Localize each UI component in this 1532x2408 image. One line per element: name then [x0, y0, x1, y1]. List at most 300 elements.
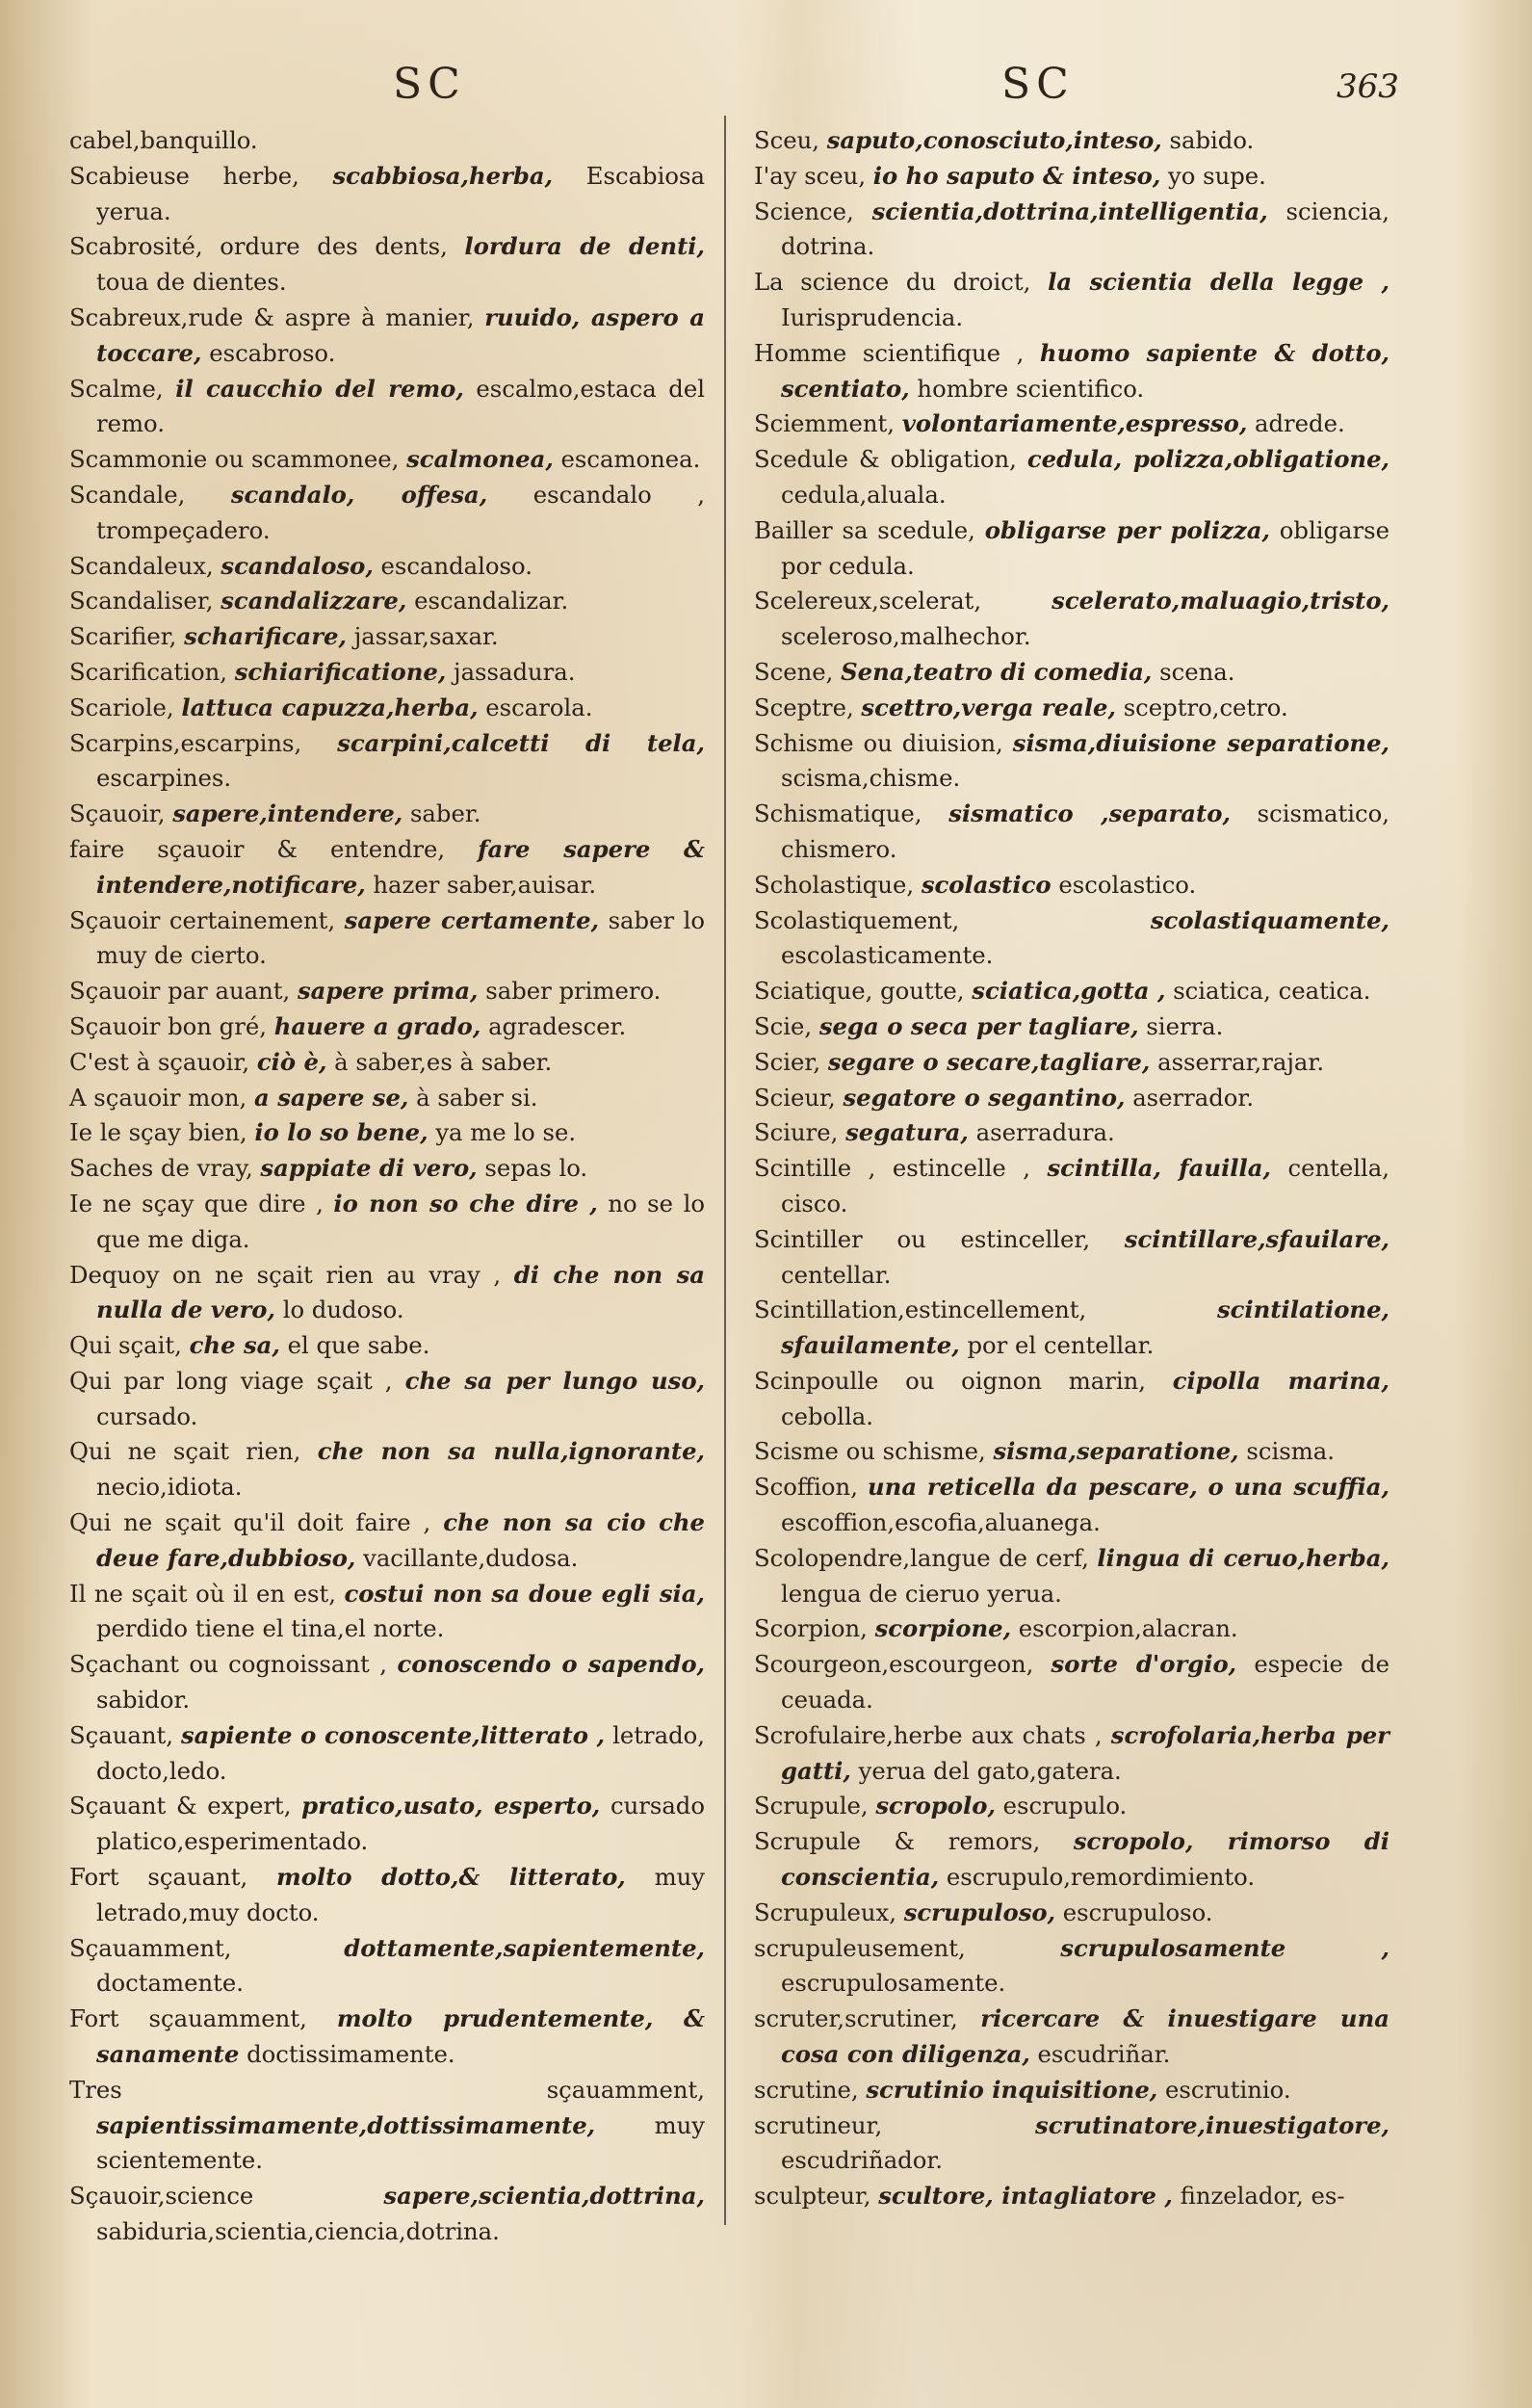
dictionary-entry	[754, 123, 1389, 159]
french-term: Scandaliser,	[69, 587, 214, 615]
spanish-term: sabido.	[1169, 126, 1255, 154]
italian-term: ricercare & inuestigare una cosa con diligenza,	[781, 2004, 1389, 2069]
dictionary-entry	[69, 1364, 705, 1435]
dictionary-entry	[69, 301, 705, 372]
spanish-term: hazer saber,auisar.	[373, 870, 597, 899]
spanish-term: saber primero.	[485, 977, 662, 1006]
spanish-term: escrupuloso.	[1062, 1898, 1213, 1926]
spanish-term: escabroso.	[209, 338, 336, 367]
italian-term: scrupulosamente ,	[1060, 1933, 1389, 1962]
spanish-term: lo dudoso.	[282, 1296, 404, 1324]
spanish-term: doctamente.	[96, 1969, 244, 1998]
french-term: Scene,	[754, 657, 834, 686]
italian-term: segatura,	[845, 1118, 969, 1147]
spanish-term: yerua del gato,gatera.	[858, 1756, 1122, 1785]
italian-term: scrofolaria,herba per gatti,	[781, 1720, 1389, 1785]
french-term: Sciatique, goutte,	[754, 977, 965, 1006]
spanish-term: aserrador.	[1132, 1083, 1255, 1112]
spanish-term: centellar.	[781, 1260, 892, 1289]
spanish-term: lengua de cieruo yerua.	[781, 1579, 1062, 1608]
spanish-term: scismatico, chismero.	[781, 799, 1389, 863]
spanish-term: aserradura.	[975, 1118, 1115, 1147]
italian-term: cipolla marina,	[1172, 1366, 1389, 1395]
italian-term: scrupuloso,	[903, 1898, 1056, 1926]
french-term: Scandale,	[69, 480, 186, 509]
spanish-term: scisma,chisme.	[781, 764, 961, 793]
italian-term: fare sapere & intendere,notificare,	[96, 834, 705, 899]
spanish-term: sabiduria,scientia,ciencia,dotrina.	[96, 2217, 500, 2246]
dictionary-entry	[754, 1434, 1389, 1470]
french-term: Sciemment,	[754, 409, 895, 438]
dictionary-entry	[69, 1647, 705, 1718]
dictionary-entry	[754, 159, 1389, 195]
spanish-term: vacillante,dudosa.	[363, 1543, 579, 1572]
dictionary-entry	[754, 442, 1389, 513]
column-rule	[724, 116, 726, 2225]
italian-term: scolastiquamente,	[1150, 905, 1389, 934]
french-term: Sceptre,	[754, 693, 854, 721]
spanish-term: obligarse por cedula.	[781, 515, 1389, 580]
spanish-term: escamonea.	[560, 445, 701, 474]
spanish-term: sciatica, ceatica.	[1173, 977, 1371, 1006]
dictionary-entry	[69, 1115, 705, 1151]
spanish-term: escrupulo,remordimiento.	[946, 1863, 1256, 1892]
italian-term: lordura de denti,	[464, 232, 705, 261]
french-term: Scelereux,scelerat,	[754, 587, 982, 615]
italian-term: scandalizzare,	[221, 587, 407, 615]
spanish-term: cebolla.	[781, 1401, 873, 1430]
italian-term: saputo,conosciuto,inteso,	[826, 126, 1162, 154]
spanish-term: escrutinio.	[1164, 2075, 1291, 2104]
spanish-term: muy scientemente.	[96, 2110, 705, 2175]
italian-term: la scientia della legge ,	[1048, 268, 1389, 297]
italian-term: scalmonea,	[406, 445, 554, 474]
dictionary-entry	[754, 584, 1389, 655]
french-term: Scarpins,escarpins,	[69, 728, 302, 757]
dictionary-entry	[69, 1931, 705, 2002]
spanish-term: escorpion,alacran.	[1018, 1614, 1238, 1643]
dictionary-entry	[69, 2179, 705, 2250]
left-column	[69, 123, 705, 2250]
french-term: Scammonie ou scammonee,	[69, 445, 400, 474]
dictionary-entry	[754, 1364, 1389, 1435]
spanish-term: toua de dientes.	[96, 268, 287, 297]
dictionary-entry	[69, 691, 705, 726]
spanish-term: saber.	[409, 799, 481, 828]
dictionary-entry	[754, 1824, 1389, 1896]
french-term: Scholastique,	[754, 870, 915, 899]
spanish-term: escudriñar.	[1037, 2040, 1171, 2069]
dictionary-entry	[754, 336, 1389, 407]
french-term: Sçauoir certainement,	[69, 905, 336, 934]
spanish-term: escrupulo.	[1002, 1792, 1128, 1820]
french-term: Sçauoir par auant,	[69, 977, 291, 1006]
french-term: Scintille , estincelle ,	[754, 1154, 1030, 1183]
french-term: A sçauoir mon,	[69, 1083, 247, 1112]
italian-term: scientia,dottrina,intelligentia,	[871, 196, 1268, 225]
italian-term: costui non sa doue egli sia,	[344, 1579, 705, 1608]
dictionary-entry	[69, 372, 705, 443]
italian-term: sisma,separatione,	[993, 1437, 1239, 1466]
italian-term: volontariamente,espresso,	[901, 409, 1248, 438]
spanish-term: Escabiosa yerua.	[96, 161, 705, 225]
french-term: La science du droict,	[754, 268, 1031, 297]
dictionary-entry	[69, 1151, 705, 1187]
french-term: Scourgeon,escourgeon,	[754, 1650, 1034, 1679]
italian-term: scrutinatore,inuestigatore,	[1035, 2110, 1389, 2139]
spanish-term: escoffion,escofia,aluanega.	[781, 1508, 1101, 1537]
italian-term: scarpini,calcetti di tela,	[337, 728, 705, 757]
french-term: Scrupule & remors,	[754, 1827, 1041, 1856]
french-term: Homme scientifique ,	[754, 338, 1025, 367]
italian-term: sega o seca per tagliare,	[818, 1011, 1139, 1040]
italian-term: scintilla, fauilla,	[1047, 1154, 1271, 1183]
french-term: Dequoy on ne sçait rien au vray ,	[69, 1260, 502, 1289]
spanish-term: finzelador, es-	[1180, 2182, 1345, 2211]
french-term: Science,	[754, 196, 854, 225]
spanish-term: escarola.	[485, 693, 593, 721]
italian-term: pratico,usato, esperto,	[301, 1792, 601, 1820]
dictionary-entry	[69, 442, 705, 478]
french-term: Scolastiquement,	[754, 905, 960, 934]
dictionary-entry	[754, 2002, 1389, 2073]
italian-term: segatore o segantino,	[843, 1083, 1126, 1112]
french-term: C'est à sçauoir,	[69, 1047, 250, 1076]
spanish-term: escandalo , trompeçadero.	[96, 480, 705, 544]
italian-term: scharificare,	[184, 622, 347, 651]
spanish-term: scena.	[1159, 657, 1235, 686]
french-term: Saches de vray,	[69, 1154, 253, 1183]
italian-term: sapere,scientia,dottrina,	[383, 2182, 705, 2211]
dictionary-entry	[754, 1115, 1389, 1151]
spanish-term: por el centellar.	[967, 1331, 1155, 1360]
dictionary-entry	[754, 797, 1389, 868]
french-term: Fort sçauant,	[69, 1863, 248, 1892]
spanish-term: especie de ceuada.	[781, 1650, 1389, 1714]
italian-term: sismatico ,separato,	[948, 799, 1231, 828]
french-term: Fort sçauamment,	[69, 2004, 307, 2033]
italian-term: lattuca capuzza,herba,	[181, 693, 479, 721]
spanish-term: scisma.	[1246, 1437, 1335, 1466]
spanish-term: sierra.	[1146, 1011, 1224, 1040]
spanish-term: muy letrado,muy docto.	[96, 1863, 705, 1926]
spanish-term: sceptro,cetro.	[1123, 693, 1288, 721]
dictionary-entry	[69, 1045, 705, 1081]
dictionary-entry	[69, 903, 705, 975]
italian-term: scrutinio inquisitione,	[866, 2075, 1158, 2104]
french-term: Scrupule,	[754, 1792, 869, 1820]
french-term: Scedule & obligation,	[754, 445, 1017, 474]
dictionary-entry	[754, 1470, 1389, 1541]
french-term: Scabrosité, ordure des dents,	[69, 232, 448, 261]
dictionary-entry	[754, 265, 1389, 336]
french-term: scrupuleusement,	[754, 1933, 966, 1962]
french-term: Scrupuleux,	[754, 1898, 896, 1926]
french-term: Scandaleux,	[69, 551, 214, 580]
french-term: Scariole,	[69, 693, 174, 721]
dictionary-entry	[754, 974, 1389, 1009]
italian-term: ruuido, aspero a toccare,	[96, 302, 705, 367]
dictionary-entry	[69, 159, 705, 230]
spanish-term: yo supe.	[1168, 161, 1266, 190]
italian-term: schiarificatione,	[234, 657, 447, 686]
italian-term: huomo sapiente & dotto, scentiato,	[781, 338, 1389, 403]
french-term: Qui ne sçait qu'il doit faire ,	[69, 1508, 431, 1537]
french-term: Qui ne sçait rien,	[69, 1437, 301, 1466]
dictionary-entry	[69, 974, 705, 1009]
french-term: Sçauoir,science	[69, 2182, 254, 2211]
spanish-term: centella, cisco.	[781, 1154, 1389, 1217]
french-term: Scieur,	[754, 1083, 836, 1112]
french-term: Sciure,	[754, 1118, 839, 1147]
italian-term: scabbiosa,herba,	[332, 161, 554, 190]
french-term: I'ay sceu,	[754, 161, 867, 190]
spanish-term: perdido tiene el tina,el norte.	[96, 1614, 445, 1643]
italian-term: scettro,verga reale,	[861, 693, 1116, 721]
dictionary-entry	[754, 1081, 1389, 1116]
dictionary-entry	[754, 1151, 1389, 1222]
dictionary-entry	[69, 726, 705, 798]
italian-term: che sa,	[189, 1331, 280, 1360]
french-term: Tres sçauamment,	[69, 2075, 705, 2104]
spanish-term: escudriñador.	[781, 2146, 944, 2175]
dictionary-entry	[69, 1434, 705, 1505]
dictionary-entry	[754, 655, 1389, 691]
french-term: Ie le sçay bien,	[69, 1118, 247, 1147]
dictionary-entry	[69, 1577, 705, 1648]
french-term: Scintillation,estincellement,	[754, 1296, 1087, 1324]
spanish-term: Iurisprudencia.	[781, 302, 964, 331]
french-term: Schisme ou diuision,	[754, 728, 1003, 757]
dictionary-entry	[754, 868, 1389, 903]
spanish-term: escrupulosamente.	[781, 1969, 1006, 1998]
italian-term: lingua di ceruo,herba,	[1097, 1543, 1389, 1572]
running-head-right: SC	[1001, 60, 1075, 109]
spanish-term: escolastico.	[1058, 870, 1197, 899]
italian-term: conoscendo o sapendo,	[397, 1650, 705, 1679]
italian-term: sciatica,gotta ,	[972, 977, 1166, 1006]
italian-term: scandalo, offesa,	[230, 480, 488, 509]
french-term: Scrofulaire,herbe aux chats ,	[754, 1720, 1103, 1749]
french-term: Ie ne sçay que dire ,	[69, 1189, 324, 1217]
italian-term: che non sa nulla,ignorante,	[317, 1437, 705, 1466]
dictionary-entry	[69, 1718, 705, 1790]
spanish-term: sabidor.	[96, 1686, 191, 1714]
dictionary-entry	[754, 691, 1389, 726]
spanish-term: jassar,saxar.	[353, 622, 499, 651]
italian-term: a sapere se,	[254, 1083, 409, 1112]
page-number: 363	[1337, 67, 1399, 106]
spanish-term: sepas lo.	[484, 1154, 588, 1183]
spanish-term: sciencia, dotrina.	[781, 196, 1389, 261]
french-term: faire sçauoir & entendre,	[69, 834, 446, 863]
french-term: Scabieuse herbe,	[69, 161, 299, 190]
italian-term: una reticella da pescare, o una scuffia,	[867, 1473, 1389, 1502]
italian-term: scelerato,maluagio,tristo,	[1052, 587, 1389, 615]
dictionary-entry	[754, 513, 1389, 585]
spanish-term: escalmo,estaca del remo.	[96, 374, 705, 438]
spanish-term: cursado.	[96, 1401, 198, 1430]
dictionary-entry	[754, 1718, 1389, 1790]
italian-term: cedula, polizza,obligatione,	[1026, 445, 1389, 474]
italian-term: di che non sa nulla de vero,	[96, 1260, 705, 1324]
spanish-term: agradescer.	[488, 1011, 627, 1040]
dictionary-entry	[69, 549, 705, 585]
french-term: Scisme ou schisme,	[754, 1437, 986, 1466]
dictionary-entry	[754, 1789, 1389, 1824]
dictionary-entry	[69, 123, 705, 159]
dictionary-entry	[754, 195, 1389, 266]
dictionary-entry	[69, 832, 705, 903]
italian-term: sapere prima,	[298, 977, 479, 1006]
spanish-term: à saber si.	[416, 1083, 538, 1112]
french-term: Sçauant & expert,	[69, 1792, 292, 1820]
spanish-term: necio,idiota.	[96, 1473, 243, 1502]
french-term: Scier,	[754, 1047, 821, 1076]
french-term: Sçauamment,	[69, 1933, 232, 1962]
spanish-term: jassadura.	[454, 657, 576, 686]
right-column	[754, 123, 1389, 2214]
spanish-term: no se lo que me diga.	[96, 1189, 705, 1253]
french-term: Sceu,	[754, 126, 820, 154]
spanish-term: escolasticamente.	[781, 941, 994, 970]
italian-term: sapiente o conoscente,litterato ,	[180, 1720, 606, 1749]
french-term: Schismatique,	[754, 799, 922, 828]
french-term: Scie,	[754, 1011, 813, 1040]
spanish-term: à saber,es à saber.	[334, 1047, 553, 1076]
spanish-term: escandalizar.	[414, 587, 569, 615]
italian-term: scropolo,	[875, 1792, 996, 1820]
french-term: Sçachant ou cognoissant ,	[69, 1650, 388, 1679]
dictionary-entry	[69, 1258, 705, 1329]
dictionary-entry	[754, 903, 1389, 975]
french-term: scruter,scrutiner,	[754, 2004, 958, 2033]
spanish-term: ya me lo se.	[435, 1118, 577, 1147]
italian-term: sapientissimamente,dottissimamente,	[96, 2110, 596, 2139]
italian-term: sapere certamente,	[344, 905, 600, 934]
italian-term: sappiate di vero,	[260, 1154, 478, 1183]
spanish-term: escandaloso.	[380, 551, 532, 580]
dictionary-entry	[69, 478, 705, 549]
italian-term: obligarse per polizza,	[984, 515, 1270, 544]
french-term: Scoffion,	[754, 1473, 858, 1502]
french-term: Scintiller ou estinceller,	[754, 1224, 1091, 1253]
italian-term: scropolo, rimorso di conscientia,	[781, 1827, 1389, 1892]
french-term: Scabreux,rude & aspre à manier,	[69, 302, 475, 331]
dictionary-entry	[754, 1611, 1389, 1647]
french-term: Bailler sa scedule,	[754, 515, 975, 544]
italian-term: scolastico	[921, 870, 1052, 899]
italian-term: Sena,teatro di comedia,	[841, 657, 1153, 686]
french-term: Scarification,	[69, 657, 227, 686]
spanish-term: adrede.	[1255, 409, 1345, 438]
italian-term: io lo so bene,	[254, 1118, 428, 1147]
french-term: Scinpoulle ou oignon marin,	[754, 1366, 1147, 1395]
dictionary-entry	[754, 1931, 1389, 2002]
spanish-term: saber lo muy de cierto.	[96, 905, 705, 970]
french-term: Il ne sçait où il en est,	[69, 1579, 336, 1608]
dictionary-entry	[69, 1187, 705, 1258]
running-head-left: SC	[393, 60, 466, 109]
french-term: Qui sçait,	[69, 1331, 182, 1360]
dictionary-entry	[754, 2073, 1389, 2108]
french-term: Scolopendre,langue de cerf,	[754, 1543, 1089, 1572]
dictionary-entry	[69, 1328, 705, 1364]
dictionary-entry	[754, 1009, 1389, 1045]
italian-term: che non sa cio che deue fare,dubbioso,	[96, 1508, 706, 1572]
italian-term: io ho saputo & inteso,	[872, 161, 1161, 190]
dictionary-entry	[69, 229, 705, 301]
spanish-term: hombre scientifico.	[917, 374, 1145, 403]
spanish-term: cedula,aluala.	[781, 480, 947, 509]
spanish-term: cursado platico,esperimentado.	[96, 1792, 705, 1856]
italian-term: scorpione,	[874, 1614, 1012, 1643]
french-term: sculpteur,	[754, 2182, 871, 2211]
dictionary-entry	[69, 1505, 705, 1577]
italian-term: che sa per lungo uso,	[404, 1366, 705, 1395]
dictionary-entry	[69, 619, 705, 655]
french-term: scrutineur,	[754, 2110, 883, 2139]
dictionary-entry	[69, 1009, 705, 1045]
dictionary-entry	[69, 797, 705, 832]
french-term: Scalme,	[69, 374, 164, 403]
italian-term: molto dotto,& litterato,	[276, 1863, 626, 1892]
dictionary-entry	[69, 1860, 705, 1931]
dictionary-entry	[754, 2179, 1389, 2214]
french-term: Sçauant,	[69, 1720, 174, 1749]
italian-term: scintilatione, sfauilamente,	[781, 1296, 1389, 1360]
spanish-term: el que sabe.	[287, 1331, 430, 1360]
italian-term: scandaloso,	[221, 551, 374, 580]
dictionary-entry	[69, 584, 705, 619]
italian-term: sorte d'orgio,	[1051, 1650, 1237, 1679]
spanish-term: letrado, docto,ledo.	[96, 1720, 706, 1785]
italian-term: dottamente,sapientemente,	[344, 1933, 705, 1962]
spanish-term: doctissimamente.	[247, 2040, 455, 2069]
italian-term: segare o secare,tagliare,	[827, 1047, 1151, 1076]
spanish-term: cabel,banquillo.	[69, 126, 258, 154]
dictionary-entry	[754, 1222, 1389, 1294]
italian-term: scintillare,sfauilare,	[1124, 1224, 1389, 1253]
italian-term: scultore, intagliatore ,	[878, 2182, 1173, 2211]
dictionary-entry	[69, 2002, 705, 2073]
french-term: Sçauoir,	[69, 799, 166, 828]
dictionary-entry	[69, 1081, 705, 1116]
dictionary-entry	[754, 1541, 1389, 1612]
french-term: scrutine,	[754, 2075, 859, 2104]
dictionary-entry	[754, 406, 1389, 442]
french-term: Qui par long viage sçait ,	[69, 1366, 393, 1395]
italian-term: io non so che dire ,	[333, 1189, 598, 1217]
dictionary-entry	[69, 2073, 705, 2179]
dictionary-entry	[754, 1293, 1389, 1364]
italian-term: ciò è,	[256, 1047, 327, 1076]
dictionary-entry	[754, 2108, 1389, 2180]
italian-term: sisma,diuisione separatione,	[1012, 728, 1389, 757]
spanish-term: sceleroso,malhechor.	[781, 622, 1031, 651]
spanish-term: escarpines.	[96, 764, 232, 793]
french-term: Sçauoir bon gré,	[69, 1011, 267, 1040]
spanish-term: asserrar,rajar.	[1157, 1047, 1325, 1076]
dictionary-entry	[754, 1896, 1389, 1931]
italian-term: il caucchio del remo,	[175, 374, 464, 403]
french-term: Scorpion,	[754, 1614, 868, 1643]
french-term: Scarifier,	[69, 622, 177, 651]
italian-term: molto prudentemente, & sanamente	[96, 2004, 705, 2069]
dictionary-entry	[69, 655, 705, 691]
italian-term: sapere,intendere,	[172, 799, 403, 828]
dictionary-entry	[69, 1789, 705, 1860]
